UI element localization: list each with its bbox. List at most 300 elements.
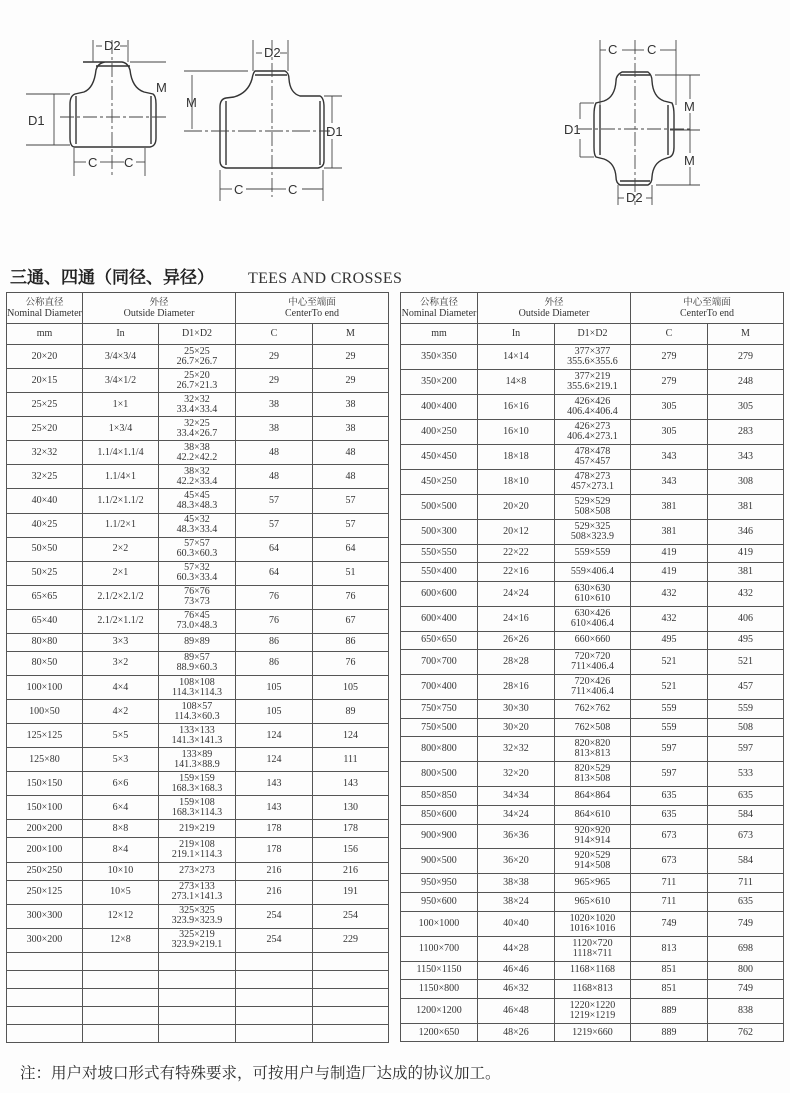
d1xd2-value: 529×325 [574,520,611,532]
d1xd2-value: 355.6×219.1 [567,380,618,392]
d1xd2-cell [555,519,631,544]
nominal-mm-cell: 1150×800 [401,980,478,999]
nominal-in-cell: 40×40 [478,911,555,936]
nominal-in-cell: 8×8 [83,820,159,838]
d1xd2-value: 377×219 [574,370,611,382]
nominal-mm-cell: 25×25 [7,393,83,417]
nominal-mm-cell: 250×250 [7,862,83,880]
d1xd2-value: 660×660 [574,634,611,646]
m-cell: 635 [708,893,784,912]
spec-table-right [400,292,784,1042]
m-cell: 749 [708,911,784,936]
d1xd2-value: 529×529 [574,495,611,507]
d1xd2-value: 159×108 [179,796,215,808]
table-row [401,563,784,582]
nominal-mm-cell: 750×750 [401,700,478,719]
d1xd2-cell [555,345,631,370]
c-cell: 86 [236,633,313,651]
nominal-mm-cell: 200×100 [7,838,83,862]
c-cell: 381 [631,519,708,544]
nominal-mm-cell: 700×700 [401,650,478,675]
nominal-in-cell: 1.1/4×1 [83,465,159,489]
d1xd2-cell [159,345,236,369]
c-header: C [631,324,708,345]
c-cell: 521 [631,675,708,700]
nominal-mm-cell: 1150×1150 [401,961,478,980]
d1xd2-value: 73.0×48.3 [176,620,218,632]
c-cell: 559 [631,700,708,719]
nominal-in-cell: 2×2 [83,537,159,561]
c-cell: 105 [236,676,313,700]
empty-cell [159,970,236,988]
d1xd2-value: 914×508 [574,860,611,872]
c-cell: 57 [236,513,313,537]
nominal-mm-cell: 40×40 [7,489,83,513]
d1xd2-value: 1220×1220 [569,999,616,1011]
outside-diameter-header [83,293,236,324]
fitting-diagrams [0,0,790,255]
d1xd2-value: 45×45 [184,490,210,501]
d1-label: D1 [564,122,581,137]
c-cell: 143 [236,772,313,796]
d1xd2-value: 48.3×48.3 [176,500,218,511]
d1xd2-cell [159,561,236,585]
c-label: C [124,155,134,170]
nominal-in-cell: 12×8 [83,928,159,952]
table-row [7,345,389,369]
d1xd2-value: 25×25 [184,345,210,357]
empty-cell [313,952,389,970]
empty-row [7,1024,389,1042]
nominal-in-cell: 48×26 [478,1023,555,1042]
d1xd2-value: 1016×1016 [569,922,616,934]
d1xd2-cell [555,419,631,444]
header-cn: 公称直径 [25,297,64,308]
d1xd2-value: 26.7×26.7 [176,355,218,367]
table-row [401,544,784,563]
m-cell: 305 [708,394,784,419]
header-cn: 中心至端面 [683,297,731,308]
d1xd2-value: 114.3×114.3 [172,686,222,698]
m-cell: 495 [708,631,784,650]
nominal-in-cell: 1.1/2×1 [83,513,159,537]
c-cell: 279 [631,369,708,394]
table-row [401,675,784,700]
d1xd2-value: 762×508 [574,721,611,733]
nominal-mm-cell: 350×200 [401,369,478,394]
d1xd2-cell [159,838,236,862]
header-cn: 外径 [544,297,564,308]
d1xd2-value: 25×20 [184,369,210,381]
table-row [7,700,389,724]
m-cell: 216 [313,862,389,880]
nominal-mm-cell: 600×400 [401,606,478,631]
nominal-in-cell: 6×6 [83,772,159,796]
d1xd2-cell [555,824,631,849]
d1xd2-value: 813×813 [574,748,611,760]
empty-cell [313,1006,389,1024]
m-cell: 89 [313,700,389,724]
d1xd2-cell [555,606,631,631]
nominal-mm-cell: 500×500 [401,494,478,519]
empty-cell [7,952,83,970]
d1xd2-cell [159,651,236,675]
nominal-mm-cell: 80×50 [7,651,83,675]
header-en: Nominal Diameter [7,308,82,319]
nominal-mm-cell: 65×40 [7,609,83,633]
mm-header: mm [401,324,478,345]
c-cell: 178 [236,820,313,838]
m-cell: 48 [313,465,389,489]
m-cell: 406 [708,606,784,631]
empty-cell [7,988,83,1006]
d1xd2-cell [159,633,236,651]
d1xd2-cell [159,369,236,393]
d1xd2-cell [555,980,631,999]
d1xd2-cell [555,849,631,874]
c-cell: 419 [631,563,708,582]
c-cell: 143 [236,796,313,820]
d1xd2-value: 60.3×60.3 [176,548,218,560]
table-row [401,718,784,737]
d1xd2-value: 159×159 [179,772,215,784]
table-row [7,838,389,862]
header-cn: 公称直径 [419,297,458,308]
m-cell: 156 [313,838,389,862]
nominal-in-cell: 26×26 [478,631,555,650]
c-cell: 279 [631,345,708,370]
d1xd2-value: 1219×660 [572,1026,613,1038]
nominal-mm-cell: 32×32 [7,441,83,465]
d1xd2-cell [159,441,236,465]
nominal-mm-cell: 50×50 [7,537,83,561]
nominal-in-cell: 16×16 [478,394,555,419]
c-cell: 29 [236,369,313,393]
table-row [401,494,784,519]
c-cell: 419 [631,544,708,563]
nominal-mm-cell: 50×25 [7,561,83,585]
d1xd2-value: 820×529 [574,763,611,775]
c-label: C [647,42,657,57]
section-title [10,263,402,289]
d1xd2-value: 26.7×21.3 [176,379,218,391]
m-cell: 38 [313,393,389,417]
table-row [401,874,784,893]
c-cell: 559 [631,718,708,737]
d1xd2-cell [555,936,631,961]
nominal-in-cell: 24×16 [478,606,555,631]
nominal-in-cell: 4×2 [83,700,159,724]
nominal-in-cell: 3/4×1/2 [83,369,159,393]
d1xd2-cell [555,581,631,606]
nominal-in-cell: 46×32 [478,980,555,999]
table-row [7,928,389,952]
nominal-in-cell: 32×32 [478,737,555,762]
nominal-mm-cell: 65×65 [7,585,83,609]
d1xd2-value: 355.6×355.6 [567,355,618,367]
c-cell: 64 [236,561,313,585]
m-cell: 64 [313,537,389,561]
d1xd2-value: 76×76 [184,586,210,598]
d1xd2-cell [159,700,236,724]
empty-cell [7,1024,83,1042]
nominal-mm-cell: 250×125 [7,880,83,904]
m-cell: 584 [708,805,784,824]
c-cell: 64 [236,537,313,561]
empty-cell [7,970,83,988]
d1xd2-value: 323.9×219.1 [171,939,223,951]
d1xd2-value: 219×108 [179,838,215,850]
c-cell: 711 [631,893,708,912]
c-cell: 851 [631,980,708,999]
d1xd2-value: 1118×711 [572,947,613,959]
d1xd2-value: 89×89 [184,636,210,648]
outside-diameter-header [478,293,631,324]
c-cell: 38 [236,393,313,417]
d1xd2-value: 630×426 [574,607,611,619]
empty-cell [236,952,313,970]
nominal-in-cell: 1.1/4×1.1/4 [83,441,159,465]
d1xd2-value: 325×325 [179,905,215,917]
nominal-in-cell: 3/4×3/4 [83,345,159,369]
d1xd2-value: 711×406.4 [571,661,614,673]
nominal-mm-cell: 125×80 [7,748,83,772]
header-en: Outside Diameter [518,308,590,319]
center-to-end-header [236,293,389,324]
d1xd2-value: 1120×720 [572,937,613,949]
c-cell: 381 [631,494,708,519]
m-cell: 57 [313,489,389,513]
d1xd2-value: 610×610 [574,592,611,604]
nominal-mm-cell: 80×80 [7,633,83,651]
nominal-in-cell: 6×4 [83,796,159,820]
d1xd2-value: 273×133 [179,881,215,893]
nominal-mm-cell: 20×15 [7,369,83,393]
empty-cell [83,952,159,970]
c-cell: 254 [236,904,313,928]
d1xd2-cell [555,394,631,419]
m-cell: 178 [313,820,389,838]
m-cell: 48 [313,441,389,465]
d1xd2-cell [555,961,631,980]
c-cell: 86 [236,651,313,675]
d1xd2-value: 141.3×141.3 [171,734,223,746]
d1xd2-cell [555,544,631,563]
nominal-mm-cell: 650×650 [401,631,478,650]
d1xd2-cell [555,911,631,936]
m-cell: 76 [313,651,389,675]
nominal-mm-cell: 800×800 [401,737,478,762]
empty-cell [313,1024,389,1042]
nominal-in-cell: 24×24 [478,581,555,606]
d1xd2-cell [159,609,236,633]
nominal-in-cell: 36×20 [478,849,555,874]
d1xd2-value: 76×45 [184,610,210,622]
nominal-mm-cell: 1100×700 [401,936,478,961]
d1xd2-cell [159,489,236,513]
nominal-mm-cell: 1200×650 [401,1023,478,1042]
table-row [401,936,784,961]
d1xd2-value: 219×219 [179,822,215,834]
d1xd2-cell [159,393,236,417]
table-row [7,724,389,748]
c-cell: 749 [631,911,708,936]
m-cell: 105 [313,676,389,700]
nominal-mm-cell: 300×200 [7,928,83,952]
d1xd2-cell [555,805,631,824]
header-en: CenterTo end [680,308,735,319]
nominal-in-cell: 46×48 [478,998,555,1023]
d1xd2-cell [555,998,631,1023]
d1xd2-value: 33.4×33.4 [176,403,218,415]
m-cell: 86 [313,633,389,651]
m-cell: 130 [313,796,389,820]
m-cell: 29 [313,345,389,369]
d1xd2-cell [159,862,236,880]
d1xd2-value: 559×559 [574,547,611,559]
c-cell: 673 [631,849,708,874]
cross-diagram [560,35,760,215]
table-row [401,737,784,762]
d1xd2-value: 60.3×33.4 [176,572,218,584]
c-cell: 216 [236,862,313,880]
nominal-mm-cell: 40×25 [7,513,83,537]
m-cell: 457 [708,675,784,700]
m-cell: 51 [313,561,389,585]
header-cn: 中心至端面 [288,297,336,308]
nominal-mm-cell: 100×100 [7,676,83,700]
c-cell: 48 [236,441,313,465]
nominal-mm-cell: 200×200 [7,820,83,838]
d1xd2-value: 42.2×42.2 [176,451,218,463]
m-label: M [684,99,695,114]
d1xd2-cell [555,718,631,737]
c-cell: 76 [236,609,313,633]
table-row [7,651,389,675]
c-cell: 57 [236,489,313,513]
table-row [7,609,389,633]
empty-cell [236,988,313,1006]
d1xd2-value: 559×406.4 [570,565,615,577]
table-row [401,1023,784,1042]
spec-table-left [6,292,389,1043]
m-cell: 800 [708,961,784,980]
d1xd2-value: 711×406.4 [571,686,614,698]
nominal-mm-cell: 400×250 [401,419,478,444]
empty-cell [236,1024,313,1042]
m-cell: 38 [313,417,389,441]
nominal-mm-cell: 450×250 [401,469,478,494]
d1xd2-value: 133×89 [181,748,213,760]
nominal-in-cell: 30×30 [478,700,555,719]
d2-label: D2 [626,190,643,205]
c-label: C [288,182,298,197]
nominal-in-cell: 3×3 [83,633,159,651]
table-row [401,369,784,394]
d1xd2-cell [555,444,631,469]
c-cell: 889 [631,1023,708,1042]
empty-row [7,1006,389,1024]
m-cell: 559 [708,700,784,719]
d1xd2-cell [555,563,631,582]
table-row [401,849,784,874]
d1xd2-value: 323.9×323.9 [171,915,223,927]
header-en: CenterTo end [285,308,340,319]
nominal-mm-cell: 125×125 [7,724,83,748]
nominal-in-cell: 2.1/2×2.1/2 [83,585,159,609]
empty-cell [313,988,389,1006]
d1xd2-cell [159,928,236,952]
table-body [7,293,389,1043]
nominal-mm-cell: 500×300 [401,519,478,544]
c-cell: 305 [631,419,708,444]
table-row [7,748,389,772]
d1xd2-value: 965×610 [574,895,611,907]
nominal-in-cell: 34×34 [478,787,555,806]
nominal-in-cell: 4×4 [83,676,159,700]
c-cell: 813 [631,936,708,961]
m-cell: 67 [313,609,389,633]
nominal-mm-cell: 450×450 [401,444,478,469]
table-row [7,561,389,585]
d1xd2-value: 114.3×60.3 [174,710,220,722]
d1xd2-cell [555,675,631,700]
empty-cell [236,970,313,988]
center-to-end-header [631,293,784,324]
nominal-in-cell: 20×20 [478,494,555,519]
d1xd2-value: 42.2×33.4 [176,475,218,487]
nominal-in-cell: 5×3 [83,748,159,772]
table-row [401,805,784,824]
d1xd2-value: 406.4×273.1 [567,430,618,442]
d1xd2-value: 32×25 [184,417,210,429]
c-cell: 216 [236,880,313,904]
title-en: TEES AND CROSSES [248,270,403,287]
nominal-in-cell: 18×18 [478,444,555,469]
table-row [7,904,389,928]
nominal-mm-cell: 850×600 [401,805,478,824]
d1xd2-value: 920×529 [574,850,611,862]
table-row [401,980,784,999]
nominal-in-cell: 1.1/2×1.1/2 [83,489,159,513]
table-row [401,469,784,494]
c-cell: 635 [631,805,708,824]
d1xd2-value: 89×57 [184,652,210,664]
c-label: C [608,42,618,57]
nominal-diameter-header [7,293,83,324]
d1xd2-value: 478×273 [574,470,611,482]
m-cell: 381 [708,494,784,519]
empty-row [7,952,389,970]
table-row [401,631,784,650]
m-header: M [708,324,784,345]
m-cell: 283 [708,419,784,444]
table-row [7,772,389,796]
empty-cell [83,1006,159,1024]
empty-cell [159,988,236,1006]
d1-label: D1 [28,113,45,128]
d1xd2-cell [159,880,236,904]
nominal-in-cell: 8×4 [83,838,159,862]
table-row [7,676,389,700]
d1xd2-value: 88.9×60.3 [176,662,218,674]
m-cell: 711 [708,874,784,893]
d1xd2-value: 108×108 [179,676,215,688]
table-row [401,650,784,675]
nominal-mm-cell: 150×100 [7,796,83,820]
c-cell: 105 [236,700,313,724]
table-row [7,796,389,820]
